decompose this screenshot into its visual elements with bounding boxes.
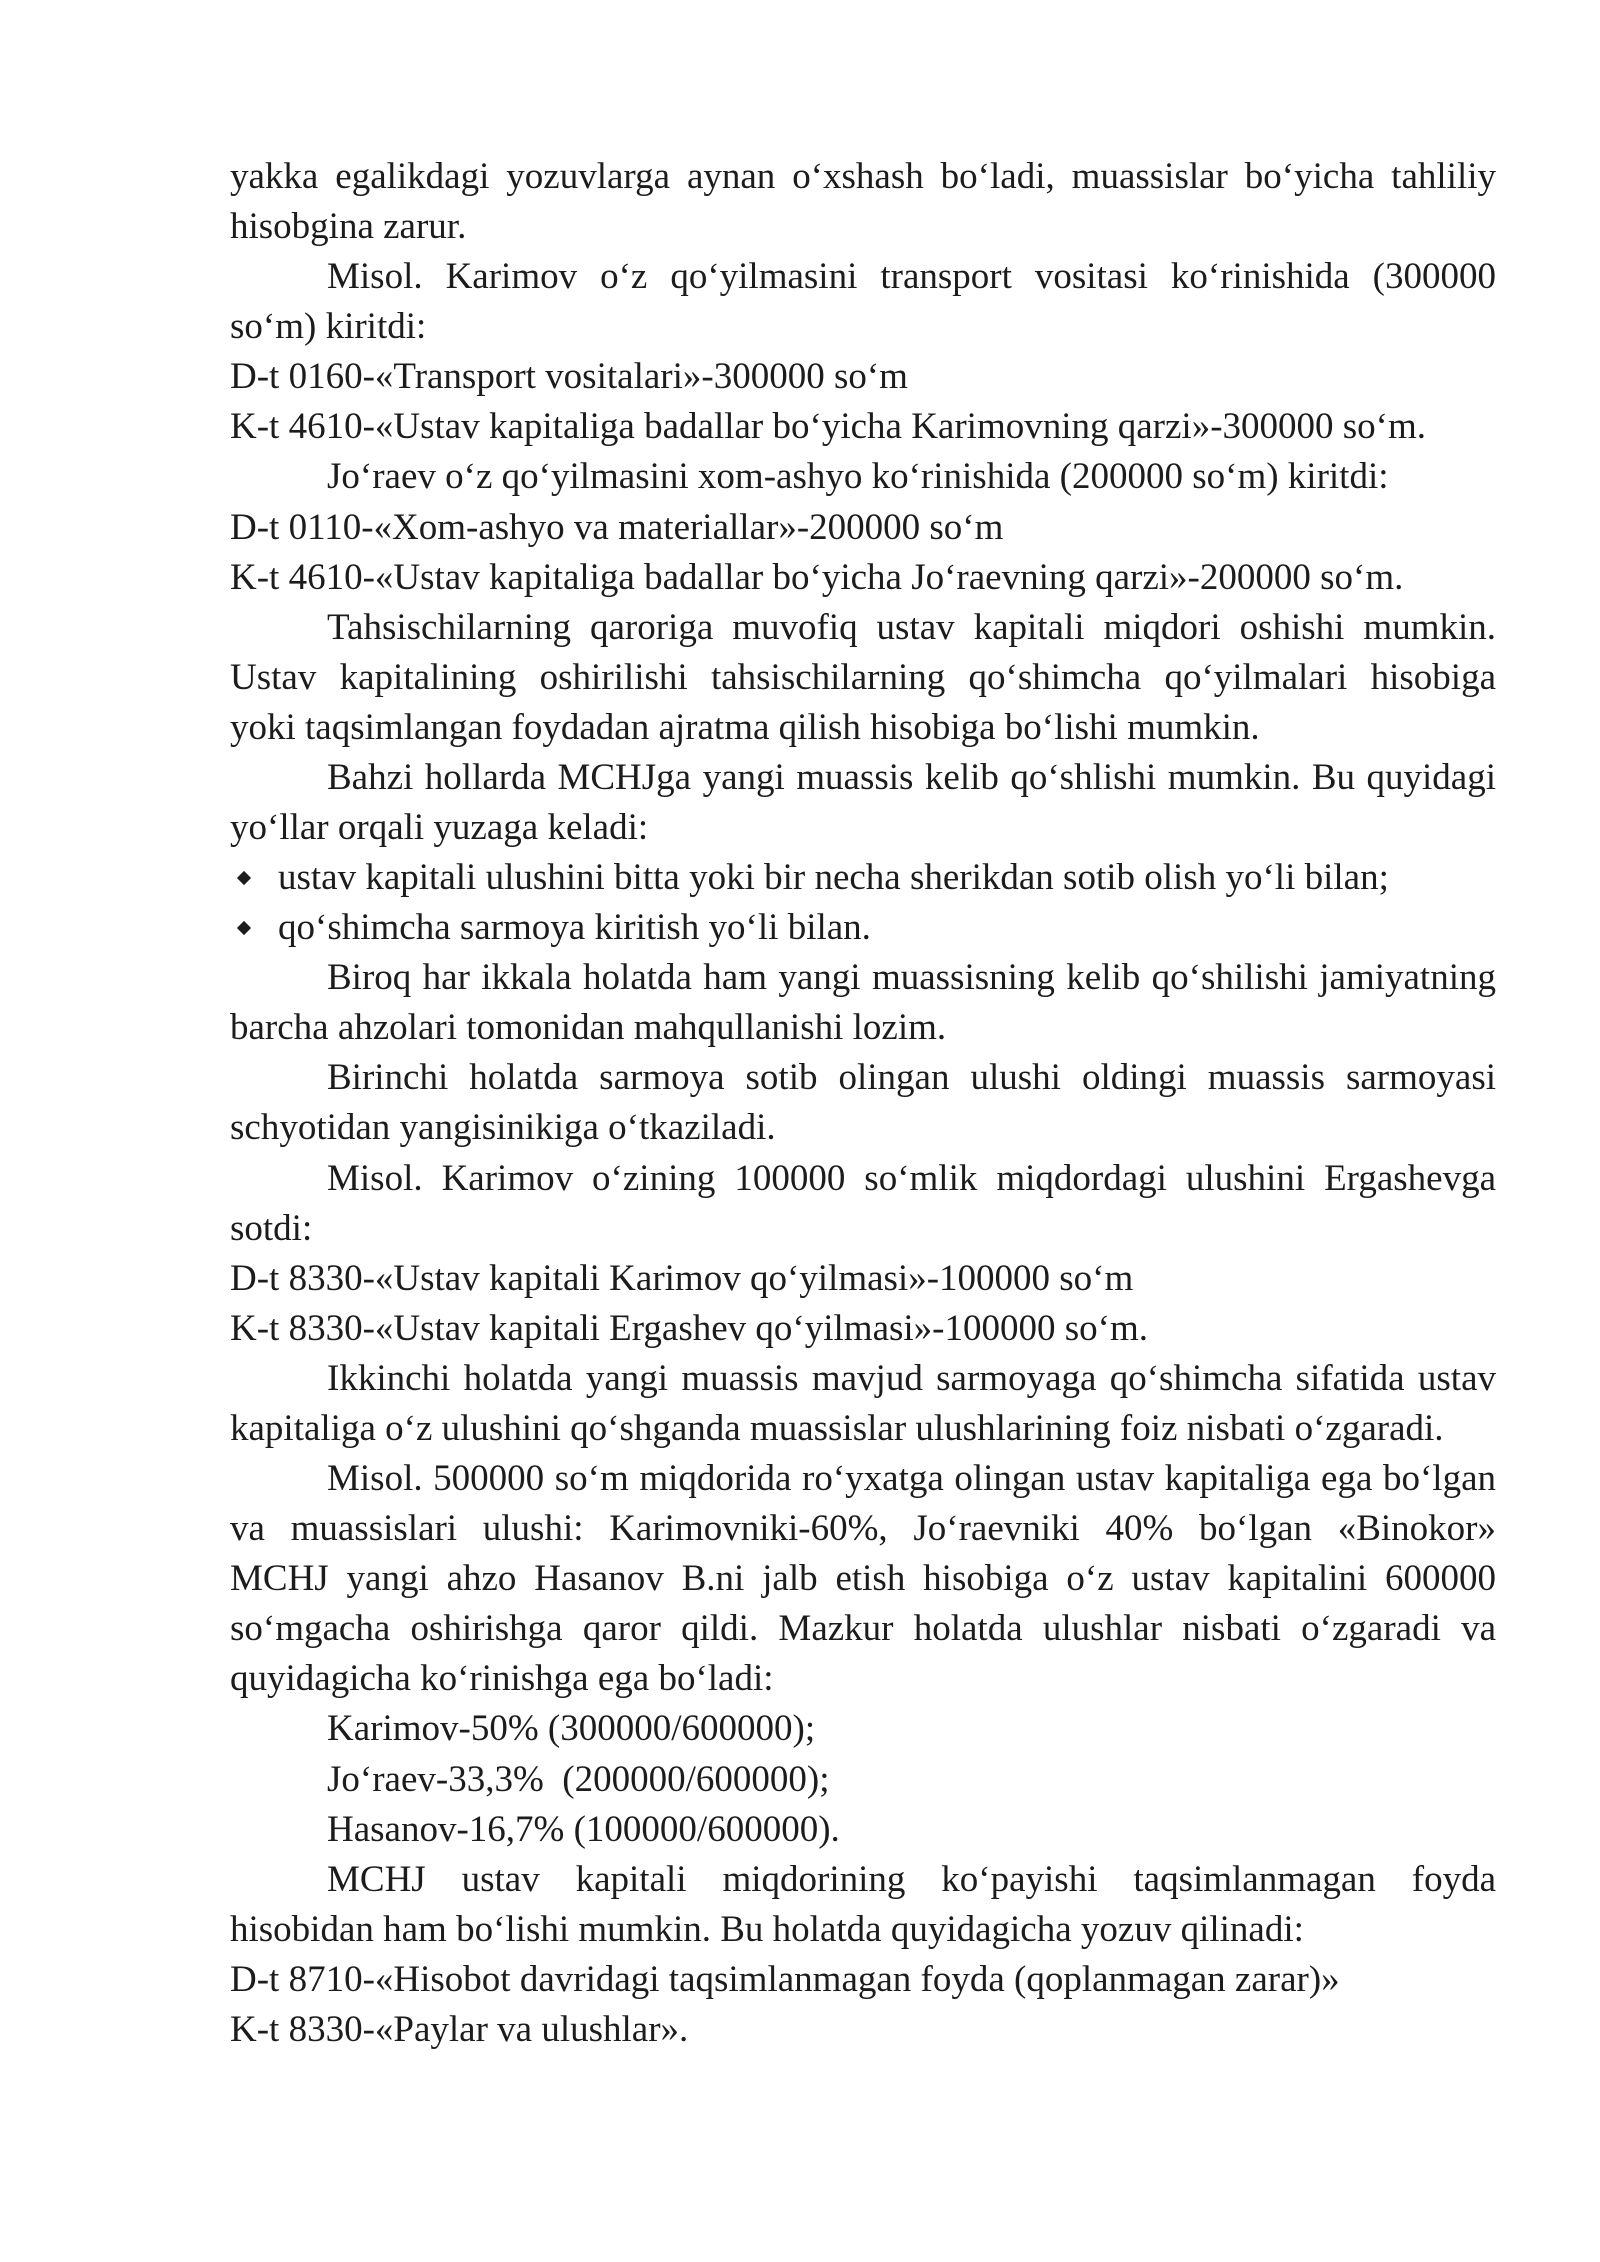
diamond-bullet-icon [237,921,251,935]
share-line [230,1704,1496,1754]
text-line: Jo‘raev-33,3% (200000/600000); [327,1758,830,1800]
diamond-bullet-icon [237,871,251,885]
text-line: barcha ahzolari tomonidan mahqullanishi lozim. [230,1007,947,1049]
paragraph [230,1354,1496,1454]
text-line: Biroq har ikkala holatda ham yangi muassisning kelib qo‘shilishi jamiyatning [327,957,1496,999]
text-line: yakka egalikdagi yozuvlarga aynan o‘xshash bo‘ladi, muassislar bo‘yicha tahliliy [230,156,1496,197]
text-line: Misol. 500000 so‘m miqdorida ro‘yxatga olingan ustav kapitaliga ega bo‘lgan [327,1458,1496,1500]
share-line [230,1805,1496,1855]
text-line: schyotidan yangisinikiga o‘tkaziladi. [230,1107,776,1149]
paragraph [230,1053,1496,1153]
journal-entry-credit [230,2005,1496,2055]
text-line: D-t 0160-«Transport vositalari»-300000 so‘m [230,356,908,398]
paragraph [230,603,1496,753]
text-line: K-t 4610-«Ustav kapitaliga badallar bo‘yicha Jo‘raevning qarzi»-200000 so‘m. [230,556,1404,598]
text-line: Tahsischilarning qaroriga muvofiq ustav kapitali miqdori oshishi mumkin. [327,606,1496,648]
paragraph [230,452,1496,502]
text-line: yoki taqsimlangan foydadan ajratma qilish hisobiga bo‘lishi mumkin. [230,706,1260,748]
text-line: Ustav kapitalining oshirilishi tahsischilarning qo‘shimcha qo‘yilmalari hisobiga [230,656,1496,698]
text-line: so‘mgacha oshirishga qaror qildi. Mazkur holatda ulushlar nisbati o‘zgaradi va [230,1608,1496,1650]
share-line [230,1755,1496,1805]
bullet-item-text: qo‘shimcha sarmoya kiritish yo‘li bilan. [278,907,871,949]
text-line: Karimov-50% (300000/600000); [327,1708,816,1750]
text-line: Misol. Karimov o‘zining 100000 so‘mlik miqdordagi ulushini Ergashevga [327,1157,1496,1199]
journal-entry-credit [230,553,1496,603]
text-line: sotdi: [230,1207,313,1249]
text-line: yo‘llar orqali yuzaga keladi: [230,807,649,849]
text-line: Hasanov-16,7% (100000/600000). [327,1808,840,1850]
text-line: MCHJ ustav kapitali miqdorining ko‘payishi taqsimlanmagan foyda [327,1858,1496,1900]
text-line: D-t 8710-«Hisobot davridagi taqsimlanmagan foyda (qoplanmagan zarar)» [230,1958,1340,2000]
paragraph [230,953,1496,1053]
text-line: hisobgina zarur. [230,206,467,248]
journal-entry-debit [230,503,1496,553]
text-line: D-t 8330-«Ustav kapitali Karimov qo‘yilmasi»-100000 so‘m [230,1257,1134,1299]
text-line: Misol. Karimov o‘z qo‘yilmasini transport vositasi ko‘rinishida (300000 [327,256,1496,298]
paragraph [230,1855,1496,1955]
bullet-item [230,853,1496,903]
text-line: K-t 8330-«Ustav kapitali Ergashev qo‘yilmasi»-100000 so‘m. [230,1307,1149,1349]
text-line: quyidagicha ko‘rinishga ega bo‘ladi: [230,1658,774,1700]
bullet-item [230,903,1496,953]
text-line: kapitaliga o‘z ulushini qo‘shganda muassislar ulushlarining foiz nisbati o‘zgaradi. [230,1407,1444,1449]
paragraph-continuation [230,152,1496,252]
text-line: K-t 4610-«Ustav kapitaliga badallar bo‘yicha Karimovning qarzi»-300000 so‘m. [230,406,1427,448]
example-paragraph [230,1154,1496,1254]
journal-entry-credit [230,1304,1496,1354]
text-line: MCHJ yangi ahzo Hasanov B.ni jalb etish hisobiga o‘z ustav kapitalini 600000 [230,1558,1496,1600]
text-line: hisobidan ham bo‘lishi mumkin. Bu holatda quyidagicha yozuv qilinadi: [230,1908,1304,1950]
journal-entry-debit [230,1955,1496,2005]
journal-entry-credit [230,402,1496,452]
paragraph [230,753,1496,853]
text-line: so‘m) kiritdi: [230,306,427,348]
text-line: Bahzi hollarda MCHJga yangi muassis kelib qo‘shlishi mumkin. Bu quyidagi [327,756,1496,798]
text-line: va muassislari ulushi: Karimovniki-60%, Jo‘raevniki 40% bo‘lgan «Binokor» [230,1508,1496,1550]
text-line: Ikkinchi holatda yangi muassis mavjud sarmoyaga qo‘shimcha sifatida ustav [327,1357,1496,1399]
text-line: D-t 0110-«Xom-ashyo va materiallar»-200000 so‘m [230,506,1004,548]
bullet-item-text: ustav kapitali ulushini bitta yoki bir necha sherikdan sotib olish yo‘li bilan; [278,857,1389,899]
journal-entry-debit [230,1254,1496,1304]
document-page [230,152,1496,2055]
text-line: Jo‘raev o‘z qo‘yilmasini xom-ashyo ko‘rinishida (200000 so‘m) kiritdi: [327,456,1389,498]
example-paragraph [230,1454,1496,1704]
text-line: K-t 8330-«Paylar va ulushlar». [230,2008,689,2050]
journal-entry-debit [230,352,1496,402]
text-line: Birinchi holatda sarmoya sotib olingan ulushi oldingi muassis sarmoyasi [327,1057,1496,1099]
example-paragraph [230,252,1496,352]
bullet-list [230,853,1496,953]
